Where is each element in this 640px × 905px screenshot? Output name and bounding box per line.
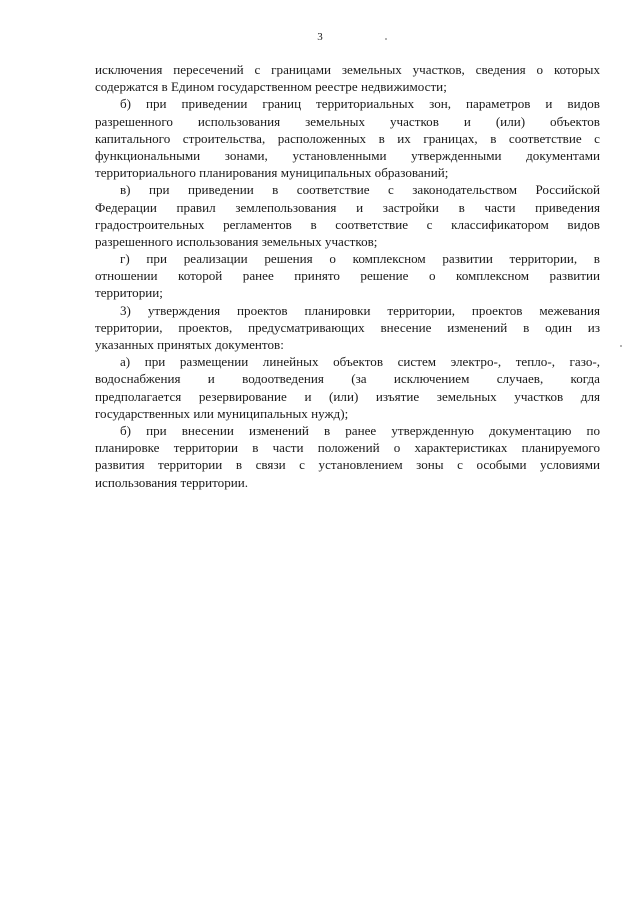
text-line: использования территории. xyxy=(95,474,249,490)
text-line: государственных или муниципальных нужд); xyxy=(95,405,349,421)
text-line: указанных принятых документов: xyxy=(95,337,284,352)
text-line: капитального строительства, расположенных в их границах, в соответствие с xyxy=(95,130,600,146)
text-line: исключения пересечений с границами земельных участков, сведения о которых xyxy=(95,62,600,77)
text-line: функциональными зонами, установленными утвержденными документами xyxy=(95,147,600,163)
scan-speck xyxy=(385,38,387,40)
text-line: территории, проектов, предусматривающих внесение изменений в один из xyxy=(95,319,600,335)
paragraph-first-line: б) при внесении изменений в ранее утвержденную документацию по xyxy=(120,422,600,438)
text-line: территориального планирования муниципальных образований; xyxy=(95,165,449,181)
text-line: содержатся в Едином государственном реестре недвижимости; xyxy=(95,79,447,95)
scan-speck xyxy=(620,345,622,347)
text-line: разрешенного использования земельных участков и (или) объектов xyxy=(95,113,600,129)
paragraph-first-line: а) при размещении линейных объектов систем электро-, тепло-, газо-, xyxy=(120,354,600,370)
text-line: градостроительных регламентов в соответствие с классификатором видов xyxy=(95,216,600,232)
paragraph-first-line: б) при приведении границ территориальных зон, параметров и видов xyxy=(120,96,600,112)
text-line: планировке территории в части положений о характеристиках планируемого xyxy=(95,440,600,456)
page-number: 3 xyxy=(317,31,323,43)
text-line: предполагается резервирование и (или) изъятие земельных участков для xyxy=(95,388,600,404)
text-line: водоснабжения и водоотведения (за исключением случаев, когда xyxy=(95,371,600,387)
paragraph-first-line: в) при приведении в соответствие с законодательством Российской xyxy=(120,182,600,198)
text-line: территории; xyxy=(95,285,163,301)
paragraph-first-line: 3) утверждения проектов планировки территории, проектов межевания xyxy=(120,302,600,318)
paragraph-first-line: г) при реализации решения о комплексном развитии территории, в xyxy=(120,251,600,267)
text-line: Федерации правил землепользования и застройки в части приведения xyxy=(95,199,600,215)
text-line: развития территории в связи с установлением зоны с особыми условиями xyxy=(95,457,600,473)
text-line: отношении которой ранее принято решение о комплексном развитии xyxy=(95,268,600,284)
text-line: разрешенного использования земельных участков; xyxy=(95,233,378,249)
document-body xyxy=(95,61,600,491)
